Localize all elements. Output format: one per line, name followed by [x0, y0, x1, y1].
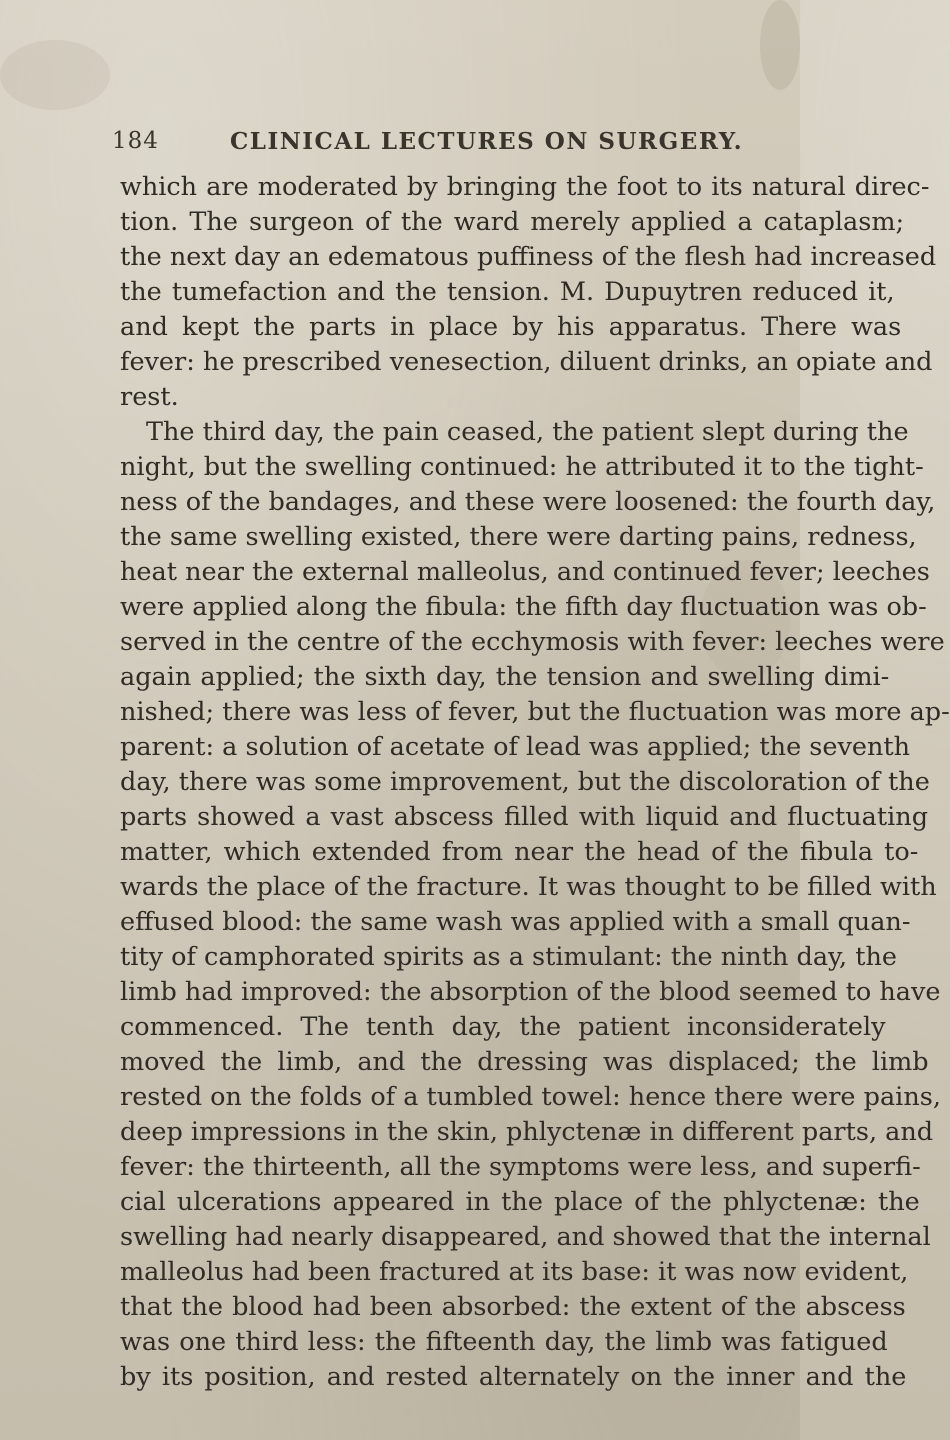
- text-line: wards the place of the fracture. It was thought to be filled with: [120, 872, 937, 902]
- text-line: the tumefaction and the tension. M. Dupuytren reduced it,: [120, 277, 895, 307]
- paper-stain: [760, 0, 800, 90]
- text-line: malleolus had been fractured at its base: it was now evident,: [120, 1257, 909, 1287]
- text-line: the same swelling existed, there were darting pains, redness,: [120, 522, 917, 552]
- text-line: again applied; the sixth day, the tension and swelling dimi-: [120, 662, 890, 692]
- text-line: were applied along the fibula: the fifth day fluctuation was ob-: [120, 592, 927, 622]
- text-line: day, there was some improvement, but the discoloration of the: [120, 767, 930, 797]
- text-line: limb had improved: the absorption of the blood seemed to have: [120, 977, 941, 1007]
- text-line: swelling had nearly disappeared, and showed that the internal: [120, 1222, 931, 1252]
- text-line: the next day an edematous puffiness of the flesh had increased: [120, 242, 937, 272]
- text-line: moved the limb, and the dressing was displaced; the limb: [120, 1047, 929, 1077]
- text-line: which are moderated by bringing the foot to its natural direc-: [120, 172, 930, 202]
- text-line: was one third less: the fifteenth day, the limb was fatigued: [120, 1327, 888, 1357]
- text-line: cial ulcerations appeared in the place of the phlyctenæ: the: [120, 1187, 920, 1217]
- text-line: nished; there was less of fever, but the fluctuation was more ap-: [120, 697, 950, 727]
- text-line: rest.: [120, 382, 179, 412]
- text-line: parts showed a vast abscess filled with liquid and fluctuating: [120, 802, 929, 832]
- text-line: fever: he prescribed venesection, diluent drinks, an opiate and: [120, 347, 933, 377]
- text-line: by its position, and rested alternately on the inner and the: [120, 1362, 907, 1392]
- page-number: 184: [112, 128, 159, 154]
- text-line: deep impressions in the skin, phlyctenæ in different parts, and: [120, 1117, 934, 1147]
- page-header: [112, 128, 772, 162]
- text-line: night, but the swelling continued: he attributed it to the tight-: [120, 452, 924, 482]
- text-line: tity of camphorated spirits as a stimulant: the ninth day, the: [120, 942, 898, 972]
- text-line: and kept the parts in place by his apparatus. There was: [120, 312, 902, 342]
- paper-stain: [0, 40, 110, 110]
- text-line: parent: a solution of acetate of lead was applied; the seventh: [120, 732, 911, 762]
- running-title: CLINICAL LECTURES ON SURGERY.: [230, 128, 744, 155]
- text-line: heat near the external malleolus, and continued fever; leeches: [120, 557, 930, 587]
- text-line: matter, which extended from near the head of the fibula to-: [120, 837, 919, 867]
- text-line: served in the centre of the ecchymosis with fever: leeches were: [120, 627, 945, 657]
- text-line: that the blood had been absorbed: the extent of the abscess: [120, 1292, 906, 1322]
- text-line: ness of the bandages, and these were loosened: the fourth day,: [120, 487, 936, 517]
- text-line: commenced. The tenth day, the patient inconsiderately: [120, 1012, 886, 1042]
- text-line: The third day, the pain ceased, the patient slept during the: [146, 417, 909, 447]
- text-line: tion. The surgeon of the ward merely applied a cataplasm;: [120, 207, 905, 237]
- text-line: effused blood: the same wash was applied with a small quan-: [120, 907, 911, 937]
- text-line: fever: the thirteenth, all the symptoms were less, and superfi-: [120, 1152, 921, 1182]
- text-line: rested on the folds of a tumbled towel: hence there were pains,: [120, 1082, 941, 1112]
